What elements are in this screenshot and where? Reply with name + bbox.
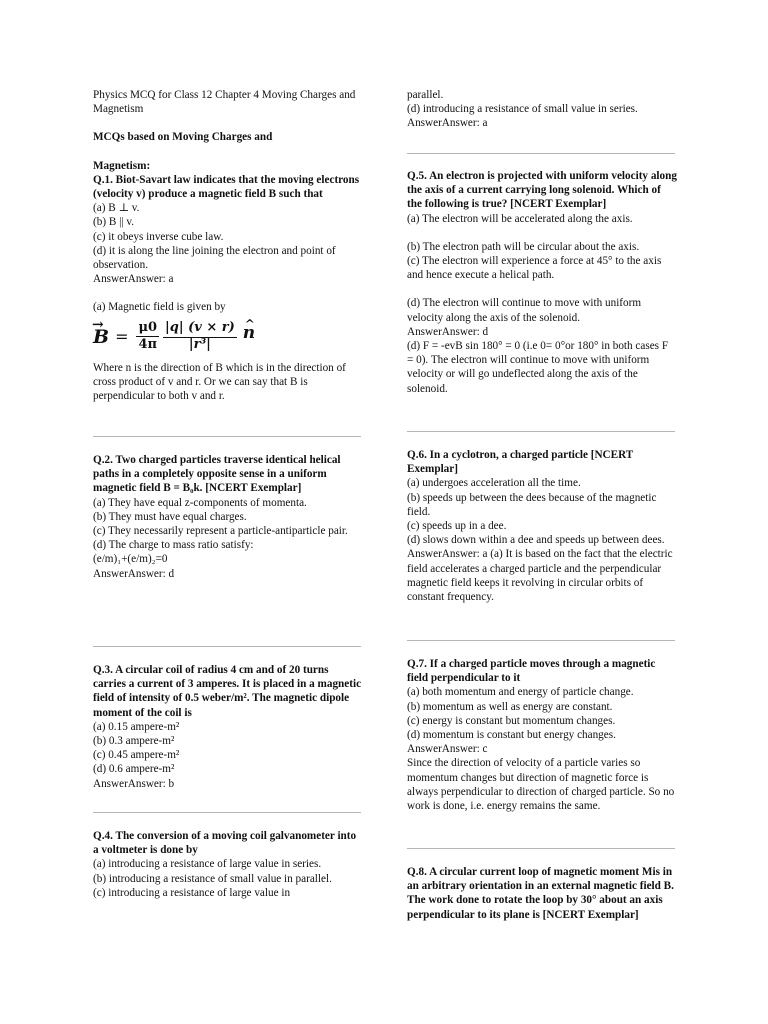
q4-option-b: (b) introducing a resistance of small value in parallel. [93,872,332,885]
q1-explanation: Where n is the direction of B which is in the direction of cross product of v and r. Or we can say that B is perpendicular to both v and r. [93,361,346,403]
q3-option-c: (c) 0.45 ampere-m² [93,749,180,762]
q6-option-d: (d) slows down within a dee and speeds up between dees. [407,534,665,547]
q1-option-c: (c) it obeys inverse cube law. [93,230,224,243]
q8-question: Q.8. A circular current loop of magnetic moment Mis in an arbitrary orientation in an external magnetic field B. The work done to rotate the loop by 30° about an axis perpendicular to its plane is [NCERT Exemplar] [407,866,674,921]
divider [93,436,361,437]
formula-unit-vector: ^ n [243,326,255,340]
right-q5-block [407,169,677,396]
left-column [93,88,363,403]
q5-option-a: (a) The electron will be accelerated along the axis. [407,212,633,225]
q6-option-a: (a) undergoes acceleration all the time. [407,477,581,490]
formula-vector-bottom: |r³| [188,336,211,352]
q5-option-c: (c) The electron will experience a force at 45° to the axis and hence execute a helical path. [407,255,662,282]
q1-option-b: (b) B || v. [93,216,135,229]
formula-fraction [136,321,159,352]
left-q3-block [93,663,363,791]
q4-question: Q.4. The conversion of a moving coil galvanometer into a voltmeter is done by [93,830,357,857]
divider [407,431,675,432]
q6-option-b: (b) speeds up between the dees because of the magnetic field. [407,491,657,518]
q5-question: Q.5. An electron is projected with uniform velocity along the axis of a current carrying long solenoid. Which of the following is true? [NCERT Exemplar] [407,170,677,211]
formula-vector-fraction [163,321,237,351]
formula-lhs: → B [93,330,109,344]
q3-option-a: (a) 0.15 ampere-m² [93,720,180,733]
q3-option-d: (d) 0.6 ampere-m² [93,763,175,776]
q3-question: Q.3. A circular coil of radius 4 cm and of 20 turns carries a current of 3 amperes. It is placed in a magnetic field of intensity of 0.5 weber/m². The magnetic dipole moment of the coil is [93,664,362,719]
q1-answer: AnswerAnswer: a [93,273,174,286]
section-heading-cont: Magnetism: [93,159,151,172]
divider [93,812,361,813]
divider [407,640,675,641]
right-q7-block [407,657,677,813]
q1-explanation-intro: (a) Magnetic field is given by [93,301,226,314]
section-heading: MCQs based on Moving Charges and [93,131,273,144]
formula-denominator: 4π [138,337,158,353]
right-q8-block [407,865,677,922]
q7-option-c: (c) energy is constant but momentum changes. [407,714,616,727]
q2-option-c: (c) They necessarily represent a particle-antiparticle pair. [93,525,348,538]
right-q6-block [407,448,677,604]
q7-explanation: Since the direction of velocity of a particle varies so momentum changes but direction of magnetic force is always perpendicular to direction of charged particle. So no work is done, i.e. energy remains the same. [407,757,675,813]
q4-cont-line: parallel. [407,89,444,101]
q7-option-b: (b) momentum as well as energy are constant. [407,700,613,713]
q1-option-a: (a) B ⊥ v. [93,202,140,215]
formula-numerator: μ0 [136,321,159,337]
divider [407,153,675,154]
document-title: Physics MCQ for Class 12 Chapter 4 Moving Charges and Magnetism [93,89,356,116]
q2-option-d: (d) The charge to mass ratio satisfy: [93,539,254,552]
q2-option-b: (b) They must have equal charges. [93,510,247,523]
q5-option-d: (d) The electron will continue to move with uniform velocity along the axis of the solenoid. [407,297,642,324]
q4-option-a: (a) introducing a resistance of large value in series. [93,858,322,871]
biot-savart-formula [93,317,363,357]
divider [93,646,361,647]
q2-option-d-formula: (e/m)₁+(e/m)₂=0 [93,553,168,566]
q6-answer: AnswerAnswer: a (a) It is based on the fact that the electric field accelerates a charged particle and the perpendicular magnetic field keeps it revolving in circular orbits of constant frequency. [407,548,673,604]
q3-option-b: (b) 0.3 ampere-m² [93,735,175,748]
q2-answer: AnswerAnswer: d [93,567,175,580]
q5-option-b: (b) The electron path will be circular about the axis. [407,240,640,253]
q3-answer: AnswerAnswer: b [93,777,175,790]
q1-option-d: (d) it is along the line joining the electron and point of observation. [93,244,336,272]
q7-option-d: (d) momentum is constant but energy changes. [407,729,616,742]
q6-question: Q.6. In a cyclotron, a charged particle [NCERT Exemplar] [407,449,634,476]
left-q4-block [93,829,363,900]
q2-option-a: (a) They have equal z-components of momenta. [93,496,307,509]
q4-answer: AnswerAnswer: a [407,117,488,130]
q2-question: Q.2. Two charged particles traverse identical helical paths in a completely opposite sense in a uniform magnetic field B = B₀k. [NCERT Exemplar] [93,454,341,495]
q4-option-c: (c) introducing a resistance of large value in [93,886,291,899]
q5-answer: AnswerAnswer: d [407,325,489,338]
q7-answer: AnswerAnswer: c [407,743,488,756]
q4-option-d: (d) introducing a resistance of small value in series. [407,103,638,116]
q6-option-c: (c) speeds up in a dee. [407,520,507,533]
q7-question: Q.7. If a charged particle moves through a magnetic field perpendicular to it [407,658,656,685]
right-q4-cont-block [407,88,677,131]
q1-question: Q.1. Biot-Savart law indicates that the moving electrons (velocity v) produce a magnetic field B such that [93,173,360,201]
divider [407,848,675,849]
left-q2-block [93,453,363,581]
formula-vector-top: |q| (v × r) [163,321,237,337]
q5-explanation: (d) F = -evB sin 180° = 0 (i.e 0= 0°or 180° in both cases F = 0). The electron will continue to move with uniform velocity or will go undeflected along the axis of the solenoid. [407,340,669,395]
formula-equals: = [115,326,129,346]
q7-option-a: (a) both momentum and energy of particle change. [407,686,634,699]
